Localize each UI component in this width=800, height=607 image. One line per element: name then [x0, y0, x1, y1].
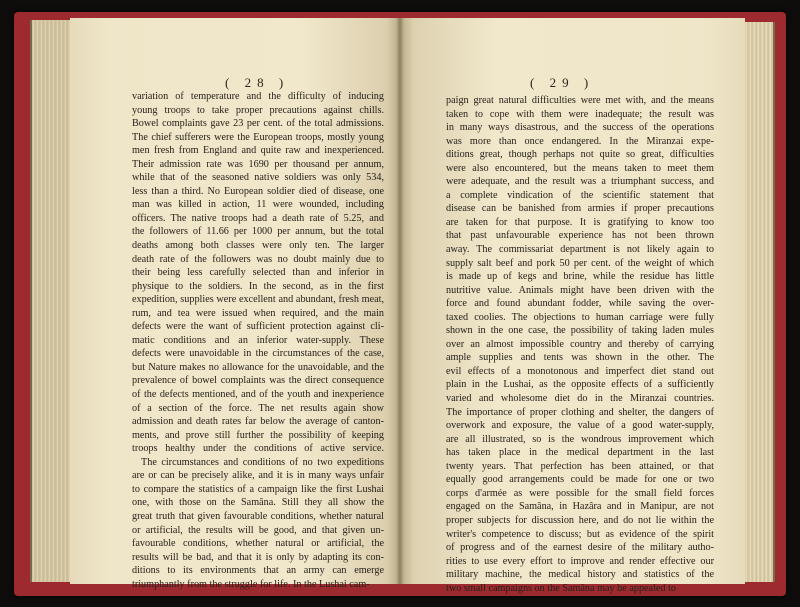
text-line: results will be bad, and that it is only by adapting its con- [132, 551, 384, 563]
text-line: plain in the Lushai, as the opposite effects of a sufficiently [446, 379, 714, 391]
text-line: engaged on the Samâna, in Hazâra and in Manipur, are not [446, 501, 714, 513]
text-line: overwork and exposure, the value of a good water-supply, [446, 420, 714, 432]
right-page [400, 18, 745, 594]
text-line: The circumstances and conditions of no two expeditions [141, 456, 384, 468]
text-line: twenty years. That perfection has been attained, or that [446, 460, 714, 472]
text-line: officers. The native troops had a death rate of 5.25, and [132, 212, 384, 224]
text-line: men fresh from England and quite raw and inexperienced. [132, 145, 384, 157]
text-line: Their admission rate was 1690 per thousand per annum, [132, 158, 384, 170]
left-page [70, 18, 400, 590]
text-line: matic conditions and an inferior water-supply. These [132, 334, 384, 346]
text-line: The importance of proper clothing and shelter, the dangers of [446, 406, 714, 418]
text-line: one, with those on the Samâna. Still they all show the [132, 497, 384, 509]
text-line: ditions great, though perhaps not quite so great, difficulties [446, 149, 714, 161]
page-number-left: ( 28 ) [225, 75, 290, 90]
text-line: force and found abundant fodder, while saving the over- [446, 298, 714, 310]
right-page-text [446, 94, 714, 595]
text-line: nutritive value. Animals might have been driven with the [446, 284, 714, 296]
text-line: taxed coolies. The objections to human carriage were fully [446, 311, 714, 323]
page-number-right: ( 29 ) [530, 75, 595, 90]
text-line: two small campaigns on the Samâna may be appealed to [446, 582, 676, 594]
text-line: admission and death rates far below the average of canton- [132, 416, 384, 428]
text-line: great truth that given favourable conditions, whether natural [132, 510, 384, 522]
text-line: taken to cope with them were inadequate; the result was [446, 108, 714, 120]
text-line: that past unfavourable experience has not been thrown [446, 230, 714, 242]
text-line: variation of temperature and the difficulty of inducing [132, 91, 384, 102]
text-line: to compare the statistics of a campaign like the first Lushai [132, 483, 384, 495]
text-line: are taken for that purpose. It is gratifying to know too [446, 216, 714, 228]
text-line: shown in the one case, the possibility of taking laden mules [446, 325, 714, 337]
text-line: of the defects mentioned, and of the youth and inexperience [132, 389, 384, 401]
text-line: The chief sufferers were the European troops, mostly young [132, 131, 384, 143]
text-line: equally good arrangements could be made for one or two [446, 474, 714, 486]
text-line: military machine, the medical history and statistics of the [446, 569, 714, 581]
text-line: were also encountered, but the means taken to meet them [446, 162, 714, 174]
book-gutter [396, 18, 404, 584]
text-line: troops healthy under the conditions of active service. [132, 443, 384, 455]
text-line: triumphantly from the struggle for life. In the Lushai cam- [132, 578, 370, 590]
text-line: has taken place in the medical department in the last [446, 447, 714, 459]
text-line: supply salt beef and pork 50 per cent. of the weight of which [446, 257, 714, 269]
text-line: evil effects of a monotonous and imperfect diet stand out [446, 365, 714, 377]
text-line: young troops to take proper precautions against chills. [132, 104, 384, 116]
text-line: was more than once endangered. In the Miranzai expe- [446, 135, 714, 147]
text-line: ditions to its environments that an army can emerge [132, 565, 384, 577]
text-line: is made up of kegs and brine, while the residue has little [446, 271, 714, 283]
text-line: a complete vindication of the scientific statement that [446, 189, 714, 201]
text-line: while that of the seasoned native soldiers was only 534, [132, 172, 384, 184]
text-line: the followers of 11.66 per 1000 per annum, but the total [132, 226, 384, 238]
text-line: man was killed in action, 11 were wounded, including [132, 199, 384, 211]
text-line: disease can be banished from armies if proper precautions [446, 203, 714, 215]
text-line: ample supplies and tents was shown in the other. The [446, 352, 714, 364]
text-line: away. The commissariat department is not likely again to [446, 244, 714, 256]
text-line: rum, and tea were issued when required, and the main [132, 307, 384, 319]
text-line: proper subjects for discussion here, and do not lie within the [446, 514, 714, 526]
page-edges-left [30, 20, 74, 582]
text-line: physique to the soldiers. In the second, as in the first [132, 280, 384, 292]
text-line: but Nature makes no allowance for the unavoidable, and the [132, 361, 384, 373]
text-line: paign great natural difficulties were met with, and the means [446, 95, 714, 106]
text-line: were adequate, and the result was a triumphant success, and [446, 176, 714, 188]
text-line: over an almost impossible country and thereby of carrying [446, 338, 714, 350]
text-line: favourable conditions, whether natural or artificial, the [132, 538, 384, 550]
text-line: ments, and prove still further the possibility of keeping [132, 429, 384, 441]
text-line: defects were the want of sufficient protection against cli- [132, 321, 384, 333]
text-line: Bowel complaints gave 23 per cent. of the total admissions. [132, 118, 384, 130]
text-line: rities to use every effort to improve and render effective our [446, 555, 714, 567]
text-line: of progress and of the earnest desire of the military autho- [446, 542, 714, 554]
text-line: deaths among both classes were only ten. The larger [132, 240, 384, 252]
text-line: in many ways disastrous, and the success of the operations [446, 122, 714, 134]
page-edges-right [745, 22, 775, 582]
left-page-text [132, 90, 384, 591]
text-line: corps d'armée as were possible for the small field forces [446, 487, 714, 499]
text-line: defects were unavoidable in the circumstances of the case, [132, 348, 384, 360]
text-line: prevalence of bowel complaints was the direct consequence [132, 375, 384, 387]
text-line: their being less carefully selected than and inferior in [132, 267, 384, 279]
text-line: writer's competence to discuss; but as evidence of the spirit [446, 528, 714, 540]
text-line: death rate of the followers was no doubt mainly due to [132, 253, 384, 265]
text-line: less than a third. No European soldier died of disease, one [132, 185, 384, 197]
text-line: or artificial, the results will be good, and that given un- [132, 524, 384, 536]
text-line: are or can be precisely alike, and it is in many ways unfair [132, 470, 384, 482]
text-line: varied and wholesome diet do in the Miranzai countries. [446, 393, 714, 405]
text-line: of a section of the force. The net results again show [132, 402, 384, 414]
text-line: are all illustrated, so is the wondrous improvement which [446, 433, 714, 445]
text-line: expedition, supplies were excellent and abundant, fresh meat, [132, 294, 384, 306]
